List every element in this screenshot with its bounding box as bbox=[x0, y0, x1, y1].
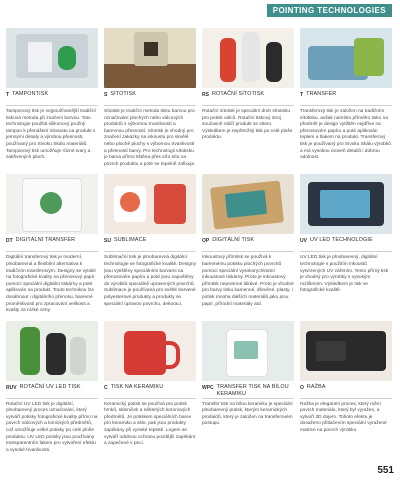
technique-code: S bbox=[104, 92, 108, 98]
technique-heading bbox=[104, 237, 196, 252]
technique-description: Tamponový tisk je nejpoužívanější tradiční tisková metoda při značení barvou. Tato technologie použitá silikonový pružný tampon k přenášení inkoustu na produkt s jemnými detaily a výrobou přesnosti, používaný pro Sivoku Skálu materiálů. Tamponový tisk umožňuje různé tvary a zakřivených ploch. bbox=[6, 109, 96, 161]
technique-card bbox=[300, 321, 392, 455]
technique-code: UV bbox=[300, 238, 307, 245]
technique-title: TAMPONTISK bbox=[12, 91, 49, 97]
page-header bbox=[0, 0, 400, 20]
technique-description: Sítotisk je tradiční metoda tisku barvou pro označování plochých nebo válcových produktů s výbornou trvanlivostí a barevnou přesností. Sítotisk je vhodný pro značení zakázky na inkoustu pro skvělé nebo plochě plochy s výbornou trvanlivostí a přesností barvy. Pro technologii sítotisku je barva přímo tištěna přes síťo síto na povrch produktu a poté se tepelně zafixuje. bbox=[104, 109, 196, 167]
technique-heading bbox=[104, 384, 196, 399]
technique-description: Sublimační tisk je plnobarevná digitální technologie ve fotografické kvalitě. Designy jsou vytištěny speciálními barvami na přenosovém papíru a poté jsou napuštěny do výrobků speciálně upravených povrchů. Sublimace je používaná pro světlé barvené polyesterové produkty a produkty se speciální úpravou povrchu, dekoraci. bbox=[104, 255, 196, 307]
technique-heading bbox=[202, 384, 294, 399]
technique-heading bbox=[202, 91, 294, 106]
technique-description: Digitální transferový tisk je moderní, plnobarevná a flexibilní alternativa k tradičním transferovým. Designy se vytiskl na fotografické kvality na přenosový papír pomocí speciální digitální tiskárny a poté aplikován na produkt. Touto technikou lze dosáhnout i digitálního přenosu, barevné proměnlivosti pro zpracování velikosti a kvality za nízké ceny. bbox=[6, 255, 96, 314]
technique-title: TRANSFER TISK NA BÍLOU KERAMIKU bbox=[216, 383, 289, 397]
technique-heading bbox=[300, 384, 392, 399]
technique-code: DT bbox=[6, 238, 13, 245]
technique-card bbox=[202, 28, 294, 168]
technique-description: Ražba je elegantní proces, který mění povrch materiálu, který byl vyražen, a vytvoří 3D dojem. Tohoto efektu je dosaženo přitlačením speciální vyražené matrice na povrch výrobku. bbox=[300, 401, 387, 434]
technique-title: ROTAČNÍ UV LED TISK bbox=[19, 383, 81, 390]
technique-title: DIGITÁLNÍ TISK bbox=[212, 237, 255, 244]
technique-title: TRANSFER bbox=[306, 91, 337, 97]
sitotisk-photo bbox=[104, 28, 196, 88]
technique-code: SU bbox=[104, 238, 111, 245]
technique-card bbox=[202, 321, 294, 455]
technique-card bbox=[6, 28, 98, 168]
transfer-photo bbox=[300, 28, 392, 88]
technique-heading bbox=[300, 237, 392, 252]
technique-card bbox=[104, 28, 196, 168]
technique-heading bbox=[6, 384, 98, 399]
technique-title: SUBLIMACE bbox=[113, 237, 147, 244]
technique-heading bbox=[104, 91, 196, 106]
sublimace-photo bbox=[104, 174, 196, 234]
technique-card bbox=[104, 321, 196, 455]
rotacni-sitotisk-photo bbox=[202, 28, 294, 88]
technique-title: TISK NA KERAMIKU bbox=[110, 383, 164, 390]
technique-description: Rotační sítotisk je speciální druh sítotisku pro potisk válců. Rotační tiskový stroj současně otáčí produkt se sítem. Výsledkem je nepřetržitý tisk po celé ploše produktu. bbox=[202, 109, 293, 141]
technique-code: C bbox=[104, 384, 108, 391]
technique-heading bbox=[300, 91, 392, 106]
technique-title: DIGITÁLNÍ TRANSFER bbox=[15, 237, 76, 244]
digitalni-transfer-photo bbox=[6, 174, 98, 234]
technique-card bbox=[6, 321, 98, 455]
technique-card bbox=[202, 174, 294, 314]
technique-title: SÍTOTISK bbox=[110, 91, 137, 97]
technique-card bbox=[300, 174, 392, 314]
technique-description: Transferový tisk je založen na tradičním sítotisku, avšak namísto přímého tisku na předmět je design vytištěn nejdříve na přenosovém papíru a poté aplikován teplem a tlakem na produkt. Transferový tisk je používaný pro Sivoku Skálu výrobků a má vysokou úroveň detailů i dobrou odolnost. bbox=[300, 109, 391, 161]
uv-led-photo bbox=[300, 174, 392, 234]
bila-keramika-photo bbox=[202, 321, 294, 381]
techniques-row bbox=[6, 321, 394, 455]
technique-description: UV LED tisk je plnobarevný, digitální technologie s použitím inkoustů vytvrzených UV zářením. Tento přímý tisk je vhodný pro výrobky s vysokým rozlišením. Výsledkem je tisk ve fotografické kvalitě. bbox=[300, 255, 389, 294]
technique-code: T bbox=[300, 92, 304, 98]
techniques-grid bbox=[6, 20, 394, 454]
technique-code: OP bbox=[202, 238, 210, 245]
technique-heading bbox=[6, 237, 98, 252]
keramika-photo bbox=[104, 321, 196, 381]
tampontisk-photo bbox=[6, 28, 98, 88]
technique-title: UV LED TECHNOLOGIE bbox=[309, 237, 373, 244]
technique-code: RUV bbox=[6, 384, 17, 391]
techniques-row bbox=[6, 28, 394, 168]
techniques-row bbox=[6, 174, 394, 314]
razba-photo bbox=[300, 321, 392, 381]
technique-code: WPC bbox=[202, 384, 214, 391]
technique-title: ROTAČNÍ SÍTOTISK bbox=[211, 91, 265, 97]
technique-code: T bbox=[6, 92, 10, 98]
technique-code: O bbox=[300, 384, 304, 391]
technique-card bbox=[104, 174, 196, 314]
technique-description: Transfer tisk na bílou keramiku je speciální plnobarevný potisk, kterým keramických produktů, který je založen na transferovém postupu. bbox=[202, 401, 293, 427]
technique-description: Keramický potisk se používá pro potisk hrnků, skleniček a některých koronových předmětů. Je potiskem speciálních barev pro keramiku a sklo, pak jsou produkty zapékány při vysoké teplotě. Logem se vytváří odolnou ochranu pozdější zapékání a zapečené v peci. bbox=[104, 401, 196, 447]
rotacni-uv-photo bbox=[6, 321, 98, 381]
technique-description: Inkoustový přímtisk se používá k barevnému potisku plochých povrchů pomocí speciální vysokorychlostní inkoustové tiskárny. Proto je inkoustový přímtisk nepovinné lákávé. Proto je vhodné pro barvy tisku kamenné, dřevěné, plasty, i potisk mnoha dalších materiálů jako jsou papír, přírodní materiály atd. bbox=[202, 255, 294, 307]
technique-code: RS bbox=[202, 92, 209, 98]
page-number: 551 bbox=[377, 465, 394, 476]
technique-description: Rotační UV LED tisk je digitální, plnobarevný proces označování, který vytváří potisky fotografické kvality přímo na povrch válcových a kónických předmětů, což umožňuje velké potisky po celé ploše produktu. UV LED potisky jsou používány transparentním lakem pro vytvoření efektu a vysoké trvanlivosti. bbox=[6, 401, 98, 453]
technique-heading bbox=[6, 91, 98, 106]
section-title: POINTING TECHNOLOGIES bbox=[267, 4, 392, 17]
technique-heading bbox=[202, 237, 294, 252]
technique-title: RAŽBA bbox=[306, 383, 326, 390]
technique-card bbox=[300, 28, 392, 168]
technique-card bbox=[6, 174, 98, 314]
digitalni-tisk-photo bbox=[202, 174, 294, 234]
